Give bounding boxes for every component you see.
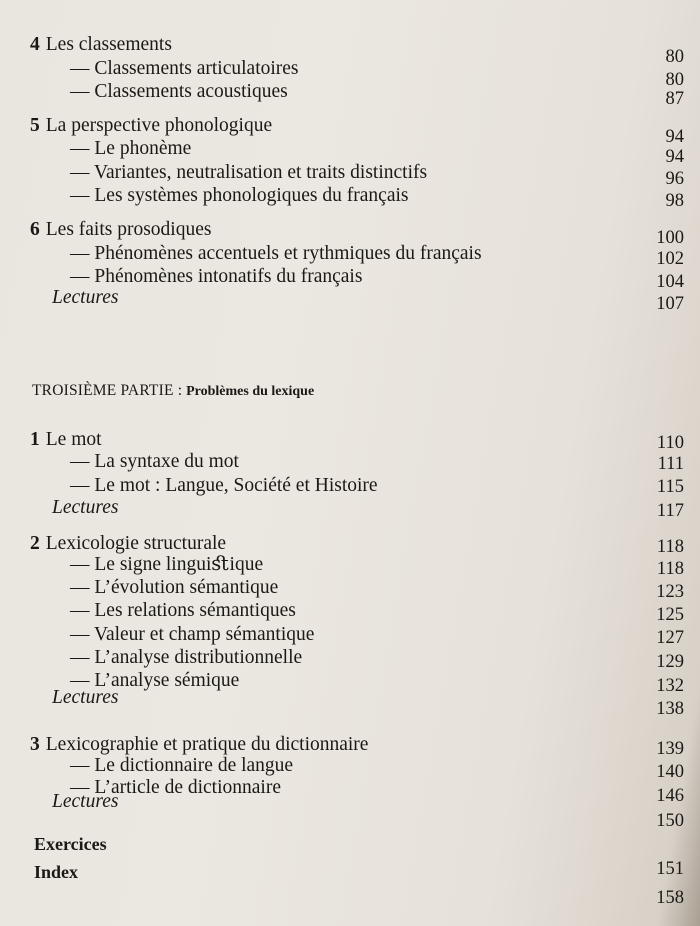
entry-title: — L’analyse sémique: [70, 670, 240, 691]
chapter-title: Les classements: [45, 34, 172, 55]
toc-entry: [0, 80, 700, 109]
page-number: 100: [656, 228, 684, 248]
toc-entry-readings: [0, 686, 700, 719]
page-number: 111: [657, 454, 684, 474]
page-number: 132: [656, 676, 684, 696]
chapter-title: Lexicologie structurale: [45, 533, 227, 554]
chapter-heading: [0, 428, 700, 452]
entry-title: Lectures: [52, 687, 119, 708]
entry-title: Lectures: [52, 497, 119, 518]
page-number: 140: [656, 762, 684, 782]
page-number: 150: [656, 811, 684, 831]
part-label: TROISIÈME PARTIE :: [32, 382, 183, 399]
toc-entry: [0, 599, 700, 623]
toc-entry-readings: [0, 496, 700, 520]
toc-entry: [0, 242, 700, 269]
page-number: 146: [656, 786, 684, 806]
page-number-row: [0, 886, 700, 910]
page-number: 127: [656, 628, 684, 648]
entry-title: — Le dictionnaire de langue: [70, 755, 294, 776]
page-number: 87: [665, 89, 684, 109]
toc-entry: [0, 646, 700, 670]
part-title: Problèmes du lexique: [186, 384, 315, 399]
entry-title: — Les relations sémantiques: [70, 600, 296, 621]
chapter-title: Les faits prosodiques: [45, 219, 212, 240]
entry-title: Lectures: [52, 791, 119, 812]
entry-title: — Les systèmes phonologiques du français: [70, 185, 409, 206]
chapter-heading: [0, 114, 700, 147]
entry-title: — La syntaxe du mot: [70, 451, 239, 472]
page-number: 96: [665, 169, 684, 189]
entry-title: — Classements acoustiques: [70, 81, 288, 102]
entry-title: — Variantes, neutralisation et traits distinctifs: [70, 162, 428, 183]
chapter-number: 5: [30, 115, 40, 136]
entry-title: — Le phonème: [70, 138, 192, 159]
entry-title: — Valeur et champ sémantique: [70, 624, 315, 645]
chapter-title: Lexicographie et pratique du dictionnaire: [45, 734, 369, 755]
chapter-number: 2: [30, 533, 40, 554]
page-number: 117: [656, 501, 684, 521]
page-number: 118: [656, 537, 684, 557]
toc-entry: [0, 184, 700, 211]
toc-entry: [0, 137, 700, 167]
entry-title: — L’analyse distributionnelle: [70, 647, 303, 668]
entry-title: — Le mot : Langue, Société et Histoire: [70, 475, 378, 496]
toc-entry: [0, 161, 700, 189]
entry-title: — Classements articulatoires: [70, 58, 299, 79]
chapter-number: 6: [30, 219, 40, 240]
page-number: 94: [665, 127, 684, 147]
chapter-heading: [0, 218, 700, 248]
chapter-number: 4: [30, 34, 40, 55]
page-number: 118: [656, 559, 684, 579]
entry-title: — L’évolution sémantique: [70, 577, 279, 598]
page-number: 94: [665, 147, 684, 167]
toc-entry: [0, 57, 700, 90]
page-number: 158: [656, 888, 684, 908]
toc-entry-readings: [0, 790, 700, 831]
entry-title: — Le signe linguiﬆique: [70, 554, 264, 575]
page-number: 80: [665, 70, 684, 90]
page-number: 151: [656, 859, 684, 879]
entry-title: — Phénomènes intonatifs du français: [70, 266, 363, 287]
toc-entry: [0, 474, 700, 498]
page-number: 139: [656, 739, 684, 759]
entry-title: Lectures: [52, 287, 119, 308]
page-number: 115: [656, 477, 684, 497]
page-number: 110: [656, 433, 684, 453]
chapter-number: 3: [30, 734, 40, 755]
entry-title: — L’article de dictionnaire: [70, 777, 281, 798]
toc-entry: [0, 754, 700, 782]
back-matter-index: [0, 860, 700, 884]
page-number: 80: [665, 47, 684, 67]
chapter-number: 1: [30, 429, 40, 450]
entry-title: Index: [34, 862, 79, 882]
toc-entry: [0, 553, 700, 577]
page-number: 138: [656, 699, 684, 719]
chapter-title: La perspective phonologique: [45, 115, 273, 136]
page-number: 102: [656, 249, 684, 269]
toc-entry: [0, 450, 700, 474]
page-number: 129: [656, 652, 684, 672]
entry-title: Exercices: [34, 834, 107, 854]
page-number: 104: [656, 272, 684, 292]
page-number: 107: [656, 294, 684, 314]
toc-entry: [0, 623, 700, 647]
chapter-title: Le mot: [45, 429, 102, 450]
toc-entry-readings: [0, 286, 700, 314]
toc-entry: [0, 576, 700, 600]
back-matter-exercises: [0, 832, 700, 856]
entry-title: — Phénomènes accentuels et rythmiques du français: [70, 243, 482, 264]
part-heading: [32, 382, 314, 400]
page-number: 98: [665, 191, 684, 211]
page-number: 125: [656, 605, 684, 625]
page-number: 123: [656, 582, 684, 602]
